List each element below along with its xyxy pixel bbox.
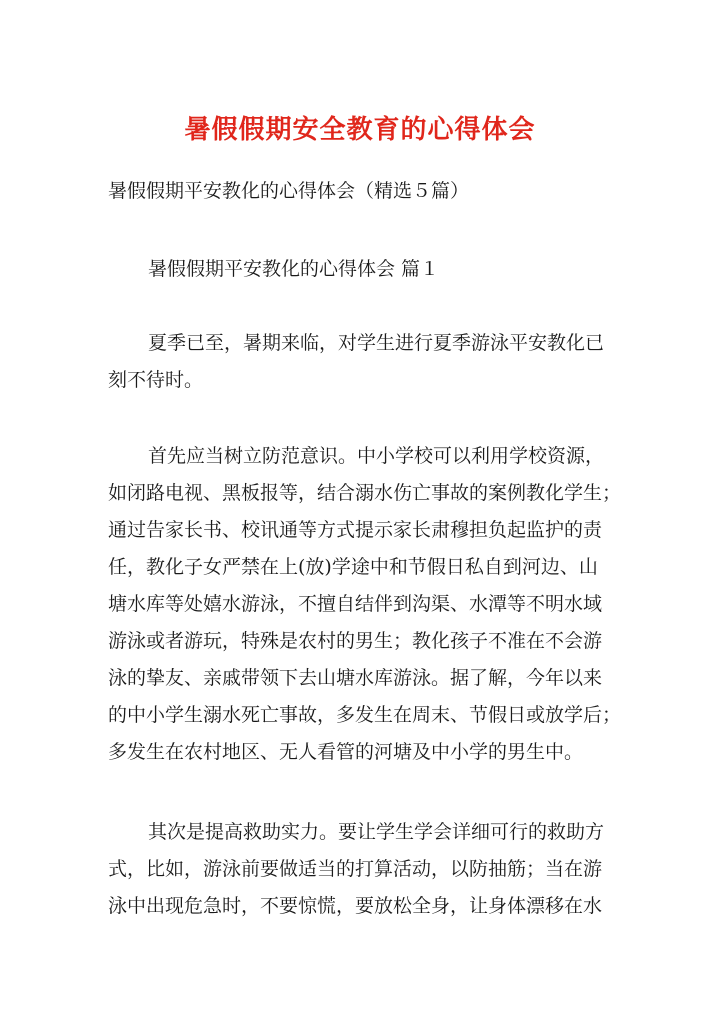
paragraph-prevention	[108, 438, 622, 771]
paragraph-line: 塘水库等处嬉水游泳，不擅自结伴到沟渠、水潭等不明水域	[108, 593, 603, 615]
document-subtitle: 暑假假期平安教化的心得体会（精选５篇）	[108, 180, 470, 202]
paragraph-line: 通过告家长书、校讯通等方式提示家长肃穆担负起监护的责	[108, 519, 603, 541]
paragraph-line: 游泳或者游玩，特殊是农村的男生；教化孩子不准在不会游	[108, 630, 603, 652]
paragraph-line: 任，教化子女严禁在上(放)学途中和节假日私自到河边、山	[108, 556, 598, 578]
paragraph-line: 泳中出现危急时，不要惊慌，要放松全身，让身体漂移在水	[108, 895, 603, 917]
document-title: 暑假假期安全教育的心得体会	[184, 115, 536, 145]
paragraph-line: 泳的挚友、亲戚带领下去山塘水库游泳。据了解，今年以来	[108, 667, 603, 689]
paragraph-line: 夏季已至，暑期来临，对学生进行夏季游泳平安教化已	[148, 332, 605, 354]
paragraph-line: 如闭路电视、黑板报等，结合溺水伤亡事故的案例教化学生；	[108, 482, 622, 504]
paragraph-line: 式，比如，游泳前要做适当的打算活动，以防抽筋；当在游	[108, 858, 603, 880]
paragraph-line: 首先应当树立防范意识。中小学校可以利用学校资源，	[148, 445, 605, 467]
section-heading: 暑假假期平安教化的心得体会 篇１	[148, 258, 440, 280]
paragraph-line: 其次是提高救助实力。要让学生学会详细可行的救助方	[148, 821, 605, 843]
paragraph-line: 多发生在农村地区、无人看管的河塘及中小学的男生中。	[108, 741, 584, 763]
paragraph-line: 刻不待时。	[108, 369, 204, 391]
paragraph-rescue	[108, 814, 613, 925]
paragraph-line: 的中小学生溺水死亡事故，多发生在周末、节假日或放学后；	[108, 704, 622, 726]
paragraph-intro	[108, 325, 613, 399]
